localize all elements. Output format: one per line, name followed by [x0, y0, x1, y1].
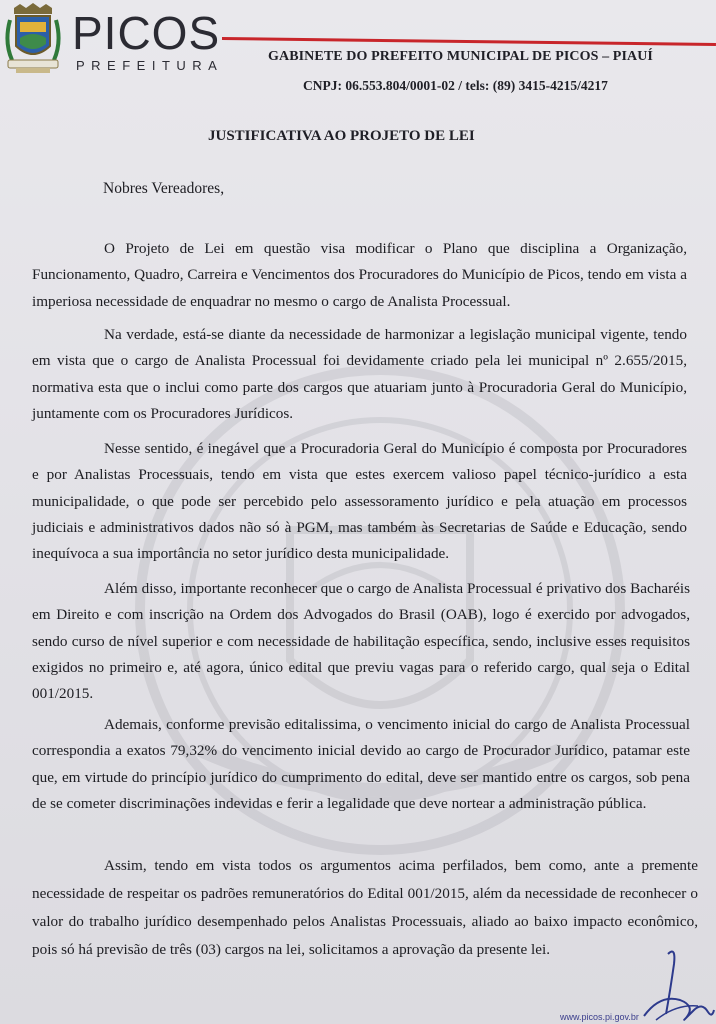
paragraph-1: O Projeto de Lei em questão visa modificar o Plano que disciplina a Organização, Funcionamento, Quadro, Carreira e Vencimentos dos Procuradores do Município de Picos, tendo em vista a imperiosa necessidade de enquadrar no mesmo o cargo de Analista Processual. — [32, 240, 687, 310]
brand-subtitle: PREFEITURA — [76, 58, 224, 73]
paragraph-6: Assim, tendo em vista todos os argumentos acima perfilados, bem como, ante a premente necessidade de respeitar os padrões remuneratórios do Edital 001/2015, além da necessidade de reconhecer o valor do trabalho jurídico desempenhado pelos Analistas Processuais, aliado ao baixo impacto econômico, pois só há previsão de três (03) cargos na lei, solicitamos a aprovação da presente lei. — [32, 857, 698, 958]
paragraph-4: Além disso, importante reconhecer que o cargo de Analista Processual é privativo dos Bacharéis em Direito e com inscrição na Ordem dos Advogados do Brasil (OAB), logo é exercido por advogados, sendo curso de nível superior e com necessidade de habilitação específica, sendo, inclusive esses requisitos exigidos no primeiro e, até agora, único edital que previu vagas para o referido cargo, qual seja o Edital 001/2015. — [32, 580, 690, 703]
paragraph-5: Ademais, conforme previsão editalissima, o vencimento inicial do cargo de Analista Processual correspondia a exatos 79,32% do vencimento inicial devido ao cargo de Procurador Jurídico, patamar este que, em virtude do princípio jurídico do cumprimento do edital, deve ser mantido entre os cargos, sob pena de se cometer discriminações indevidas e ferir a legalidade que deve nortear a administração pública. — [32, 716, 690, 812]
paragraph-3: Nesse sentido, é inegável que a Procuradoria Geral do Município é composta por Procuradores e por Analistas Processuais, tendo em vista que estes exercem valioso papel técnico-jurídico a esta municipalidade, o que pode ser percebido pelo assessoramento jurídico e pela atuação em processos judiciais e administrativos dados não só à PGM, mas também às Secretarias de Saúde e Educação, sendo inequívoca a sua importância no setor jurídico desta municipalidade. — [32, 440, 687, 563]
header-accent-rule — [222, 37, 716, 46]
municipal-coat-of-arms-icon — [2, 2, 64, 76]
cnpj-contact-line: CNPJ: 06.553.804/0001-02 / tels: (89) 3415-4215/4217 — [303, 78, 608, 93]
document-title: JUSTIFICATIVA AO PROJETO DE LEI — [208, 128, 475, 144]
office-title: GABINETE DO PREFEITO MUNICIPAL DE PICOS – PIAUÍ — [268, 49, 653, 64]
paragraph-2: Na verdade, está-se diante da necessidade de harmonizar a legislação municipal vigente, tendo em vista que o cargo de Analista Processual foi devidamente criado pela lei municipal nº 2.655/2015, normativa esta que o inclui como parte dos cargos que atuariam junto à Procuradoria Geral do Município, juntamente com os Procuradores Jurídicos. — [32, 326, 687, 422]
brand-name: PICOS — [72, 7, 221, 59]
footer-website: www.picos.pi.gov.br — [560, 1012, 639, 1022]
greeting: Nobres Vereadores, — [103, 180, 225, 197]
handwritten-signature-icon — [636, 944, 716, 1024]
